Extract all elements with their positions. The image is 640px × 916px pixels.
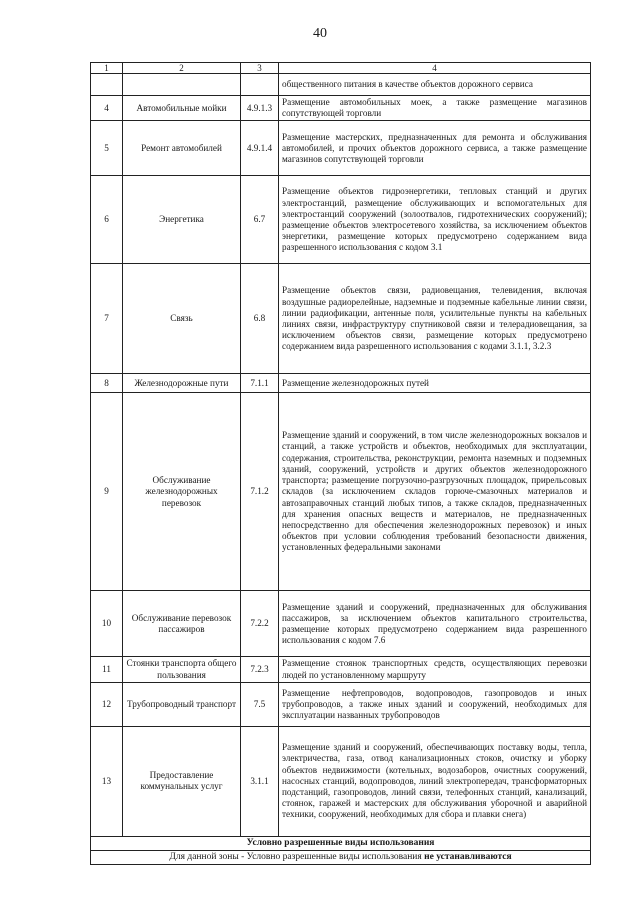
use-type-description: общественного питания в качестве объектов дорожного сервиса (279, 74, 591, 96)
use-type-code: 7.2.2 (241, 591, 279, 657)
row-number: 12 (91, 682, 123, 726)
use-type-name: Обслуживание перевозок пассажиров (123, 591, 241, 657)
use-type-code: 7.2.3 (241, 657, 279, 682)
row-number: 4 (91, 96, 123, 121)
use-type-name: Железнодорожные пути (123, 374, 241, 393)
table-row (91, 374, 591, 393)
table-row (91, 591, 591, 657)
land-use-table (90, 62, 591, 865)
row-number: 6 (91, 176, 123, 264)
footer-text: Для данной зоны - Условно разрешенные виды использования (169, 851, 425, 862)
use-type-name: Стоянки транспорта общего пользования (123, 657, 241, 682)
use-type-code: 6.8 (241, 264, 279, 374)
table-row (91, 657, 591, 682)
use-type-code (241, 74, 279, 96)
row-number: 7 (91, 264, 123, 374)
use-type-description: Размещение объектов связи, радиовещания, телевидения, включая воздушные радиорелейные, надземные и подземные кабельные линии связи, линии радиофикации, антенные поля, усилительные пункты на кабельных линиях связи, инфраструктуру спутниковой связи и телерадиовещания, за исключением объектов связи, размещение которых предусмотрено содержанием вида разрешенного использования с кодами 3.1.1, 3.2.3 (279, 264, 591, 374)
use-type-code: 4.9.1.4 (241, 121, 279, 176)
table-row (91, 74, 591, 96)
use-type-name (123, 74, 241, 96)
use-type-description: Размещение автомобильных моек, а также размещение магазинов сопутствующей торговли (279, 96, 591, 121)
table-row (91, 121, 591, 176)
footer-row (91, 850, 591, 864)
header-row (91, 63, 591, 74)
header-cell: 3 (241, 63, 279, 74)
use-type-description: Размещение зданий и сооружений, предназначенных для обслуживания пассажиров, за исключением объектов капитального строительства, размещение которых предусмотрено содержанием вида разрешенного использования с кодом 7.6 (279, 591, 591, 657)
use-type-name: Трубопроводный транспорт (123, 682, 241, 726)
row-number (91, 74, 123, 96)
use-type-code: 7.1.1 (241, 374, 279, 393)
use-type-description: Размещение объектов гидроэнергетики, тепловых станций и других электростанций, размещение обслуживающих и вспомогательных для электростанций сооружений (золоотвалов, гидротехнических сооружений); размещение объектов электросетевого хозяйства, за исключением объектов энергетики, размещение которых предусмотрено содержанием вида разрешенного использования с кодом 3.1 (279, 176, 591, 264)
use-type-code: 7.1.2 (241, 393, 279, 591)
table-row (91, 726, 591, 836)
use-type-name: Энергетика (123, 176, 241, 264)
row-number: 9 (91, 393, 123, 591)
use-type-name: Предоставление коммунальных услуг (123, 726, 241, 836)
row-number: 11 (91, 657, 123, 682)
use-type-description: Размещение стоянок транспортных средств, осуществляющих перевозки людей по установленному маршруту (279, 657, 591, 682)
use-type-code: 6.7 (241, 176, 279, 264)
use-type-name: Обслуживание железнодорожных перевозок (123, 393, 241, 591)
row-number: 8 (91, 374, 123, 393)
row-number: 5 (91, 121, 123, 176)
table-row (91, 96, 591, 121)
use-type-description: Размещение зданий и сооружений, обеспечивающих поставку воды, тепла, электричества, газа, отвод канализационных стоков, очистку и уборку объектов недвижимости (котельных, водозаборов, очистных сооружений, насосных станций, водопроводов, линий электропередач, трансформаторных подстанций, газопроводов, линий связи, телефонных станций, канализаций, стоянок, гаражей и мастерских для обслуживания уборочной и аварийной техники, сооружений, необходимых для сбора и плавки снега) (279, 726, 591, 836)
use-type-description: Размещение нефтепроводов, водопроводов, газопроводов и иных трубопроводов, а также иных зданий и сооружений, необходимых для эксплуатации названных трубопроводов (279, 682, 591, 726)
use-type-name: Ремонт автомобилей (123, 121, 241, 176)
row-number: 13 (91, 726, 123, 836)
use-type-name: Связь (123, 264, 241, 374)
footer-emphasis: не устанавливаются (424, 851, 512, 862)
table-row (91, 682, 591, 726)
page-number: 40 (313, 26, 327, 41)
table-row (91, 176, 591, 264)
use-type-code: 7.5 (241, 682, 279, 726)
section-title: Условно разрешенные виды использования (91, 836, 591, 850)
use-type-code: 4.9.1.3 (241, 96, 279, 121)
use-type-description: Размещение железнодорожных путей (279, 374, 591, 393)
use-type-name: Автомобильные мойки (123, 96, 241, 121)
footer-note (91, 850, 591, 864)
header-cell: 4 (279, 63, 591, 74)
use-type-code: 3.1.1 (241, 726, 279, 836)
header-cell: 2 (123, 63, 241, 74)
header-cell: 1 (91, 63, 123, 74)
section-row (91, 836, 591, 850)
table-row (91, 264, 591, 374)
use-type-description: Размещение мастерских, предназначенных для ремонта и обслуживания автомобилей, и прочих объектов дорожного сервиса, а также размещение магазинов сопутствующей торговли (279, 121, 591, 176)
use-type-description: Размещение зданий и сооружений, в том числе железнодорожных вокзалов и станций, а также устройств и объектов, необходимых для эксплуатации, содержания, строительства, реконструкции, ремонта наземных и подземных зданий, сооружений, устройств и других объектов железнодорожного транспорта; размещение погрузочно-разгрузочных площадок, прирельсовых складов (за исключением складов горюче-смазочных материалов и автозаправочных станций любых типов, а также складов, предназначенных для хранения опасных веществ и материалов, не предназначенных непосредственно для обеспечения железнодорожных перевозок) и иных объектов при условии соблюдения требований безопасности движения, установленных федеральными законами (279, 393, 591, 591)
row-number: 10 (91, 591, 123, 657)
table-row (91, 393, 591, 591)
